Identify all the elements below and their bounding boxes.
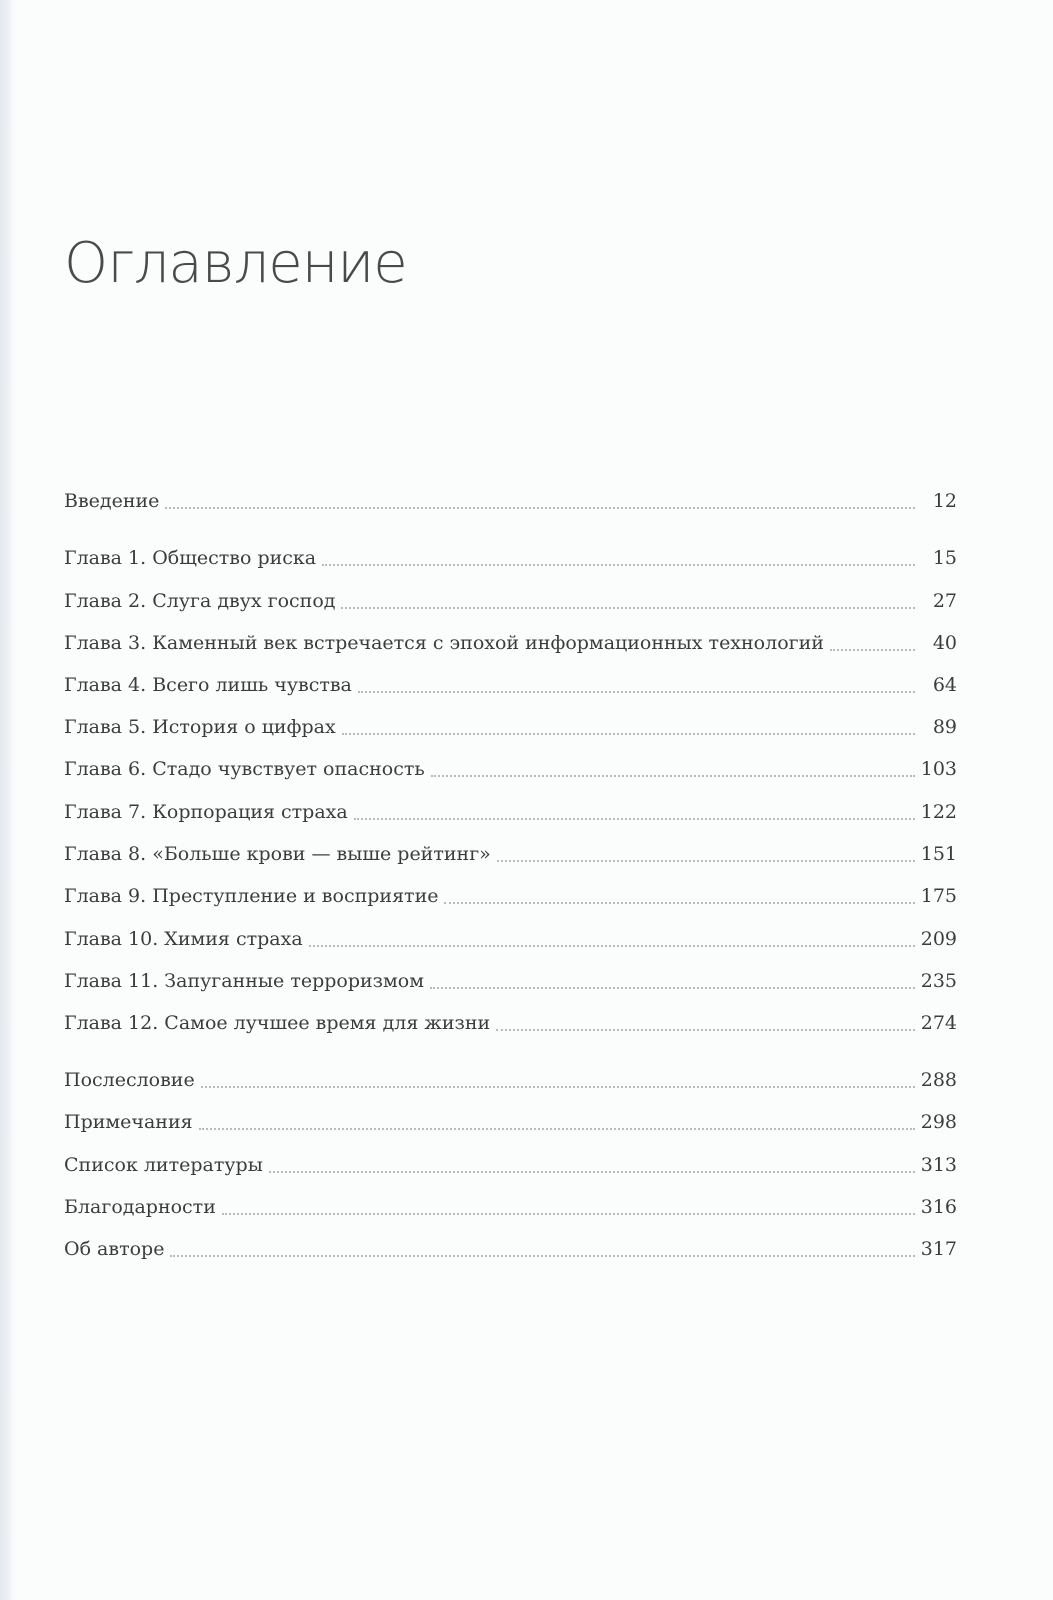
toc-entry-chapter-10[interactable] <box>64 926 957 952</box>
page-title: Оглавление <box>64 231 407 296</box>
toc-page-number: 15 <box>932 547 957 569</box>
toc-entry-label: Глава 9. Преступление и восприятие <box>64 885 439 907</box>
toc-page-number: 316 <box>920 1196 957 1218</box>
toc-page-number: 313 <box>920 1154 957 1176</box>
toc-dot-leader <box>165 507 915 509</box>
toc-entry-chapter-7[interactable] <box>64 799 957 825</box>
toc-page-number: 27 <box>932 590 957 612</box>
toc-entry-chapter-6[interactable] <box>64 756 957 782</box>
toc-dot-leader <box>342 733 915 735</box>
toc-entry-label: Глава 11. Запуганные терроризмом <box>64 970 425 992</box>
toc-page-number: 12 <box>932 490 957 512</box>
toc-entry-chapter-8[interactable] <box>64 841 957 867</box>
toc-page-number: 64 <box>932 674 957 696</box>
toc-entry-label: Об авторе <box>64 1238 165 1260</box>
toc-dot-leader <box>222 1213 915 1215</box>
toc-entry-label: Введение <box>64 490 160 512</box>
toc-entry-label: Глава 8. «Больше крови — выше рейтинг» <box>64 843 491 865</box>
toc-entry-label: Глава 12. Самое лучшее время для жизни <box>64 1012 491 1034</box>
toc-dot-leader <box>199 1128 915 1130</box>
toc-dot-leader <box>322 564 915 566</box>
toc-entry-label: Послесловие <box>64 1069 195 1091</box>
toc-page-number: 288 <box>920 1069 957 1091</box>
toc-dot-leader <box>358 691 915 693</box>
toc-entry-label: Примечания <box>64 1111 193 1133</box>
toc-entry-chapter-2[interactable] <box>64 588 957 614</box>
toc-dot-leader <box>496 1029 915 1031</box>
toc-dot-leader <box>341 607 915 609</box>
toc-dot-leader <box>431 775 915 777</box>
toc-dot-leader <box>309 945 915 947</box>
toc-entry-label: Благодарности <box>64 1196 216 1218</box>
toc-entry-chapter-3[interactable] <box>64 630 957 656</box>
toc-page-number: 298 <box>920 1111 957 1133</box>
toc-entry-chapter-5[interactable] <box>64 714 957 740</box>
toc-entry-label: Глава 1. Общество риска <box>64 547 317 569</box>
toc-entry-label: Глава 7. Корпорация страха <box>64 801 348 823</box>
toc-entry-label: Глава 5. История о цифрах <box>64 716 336 738</box>
toc-dot-leader <box>830 649 915 651</box>
toc-entry-label: Глава 3. Каменный век встречается с эпохой информационных технологий <box>64 632 824 654</box>
toc-entry-label: Глава 2. Слуга двух господ <box>64 590 336 612</box>
toc-page-number: 209 <box>920 928 957 950</box>
toc-entry-about-author[interactable] <box>64 1236 957 1262</box>
page-edge <box>0 0 14 1600</box>
toc-entry-afterword[interactable] <box>64 1067 957 1093</box>
toc-dot-leader <box>497 860 915 862</box>
toc-entry-label: Глава 4. Всего лишь чувства <box>64 674 352 696</box>
toc-entry-introduction[interactable] <box>64 488 957 514</box>
toc-entry-chapter-4[interactable] <box>64 672 957 698</box>
toc-dot-leader <box>170 1255 914 1257</box>
toc-page-number: 235 <box>920 970 957 992</box>
toc-page-number: 151 <box>920 843 957 865</box>
toc-page-number: 89 <box>932 716 957 738</box>
toc-entry-acknowledgements[interactable] <box>64 1194 957 1220</box>
toc-entry-notes[interactable] <box>64 1109 957 1135</box>
toc-entry-label: Глава 10. Химия страха <box>64 928 303 950</box>
toc-entry-chapter-12[interactable] <box>64 1010 957 1036</box>
toc-entry-bibliography[interactable] <box>64 1152 957 1178</box>
toc-entry-chapter-9[interactable] <box>64 883 957 909</box>
toc-dot-leader <box>444 902 914 904</box>
toc-page-number: 103 <box>920 758 957 780</box>
toc-dot-leader <box>201 1086 915 1088</box>
toc-dot-leader <box>354 818 915 820</box>
toc-page-number: 317 <box>920 1238 957 1260</box>
toc-entry-chapter-11[interactable] <box>64 968 957 994</box>
toc-entry-chapter-1[interactable] <box>64 545 957 571</box>
toc-entry-label: Список литературы <box>64 1154 263 1176</box>
toc-dot-leader <box>269 1171 915 1173</box>
toc-entry-label: Глава 6. Стадо чувствует опасность <box>64 758 425 780</box>
toc-page-number: 175 <box>920 885 957 907</box>
toc-page-number: 122 <box>920 801 957 823</box>
toc-dot-leader <box>430 987 915 989</box>
toc-page-number: 274 <box>920 1012 957 1034</box>
toc-page-number: 40 <box>932 632 957 654</box>
